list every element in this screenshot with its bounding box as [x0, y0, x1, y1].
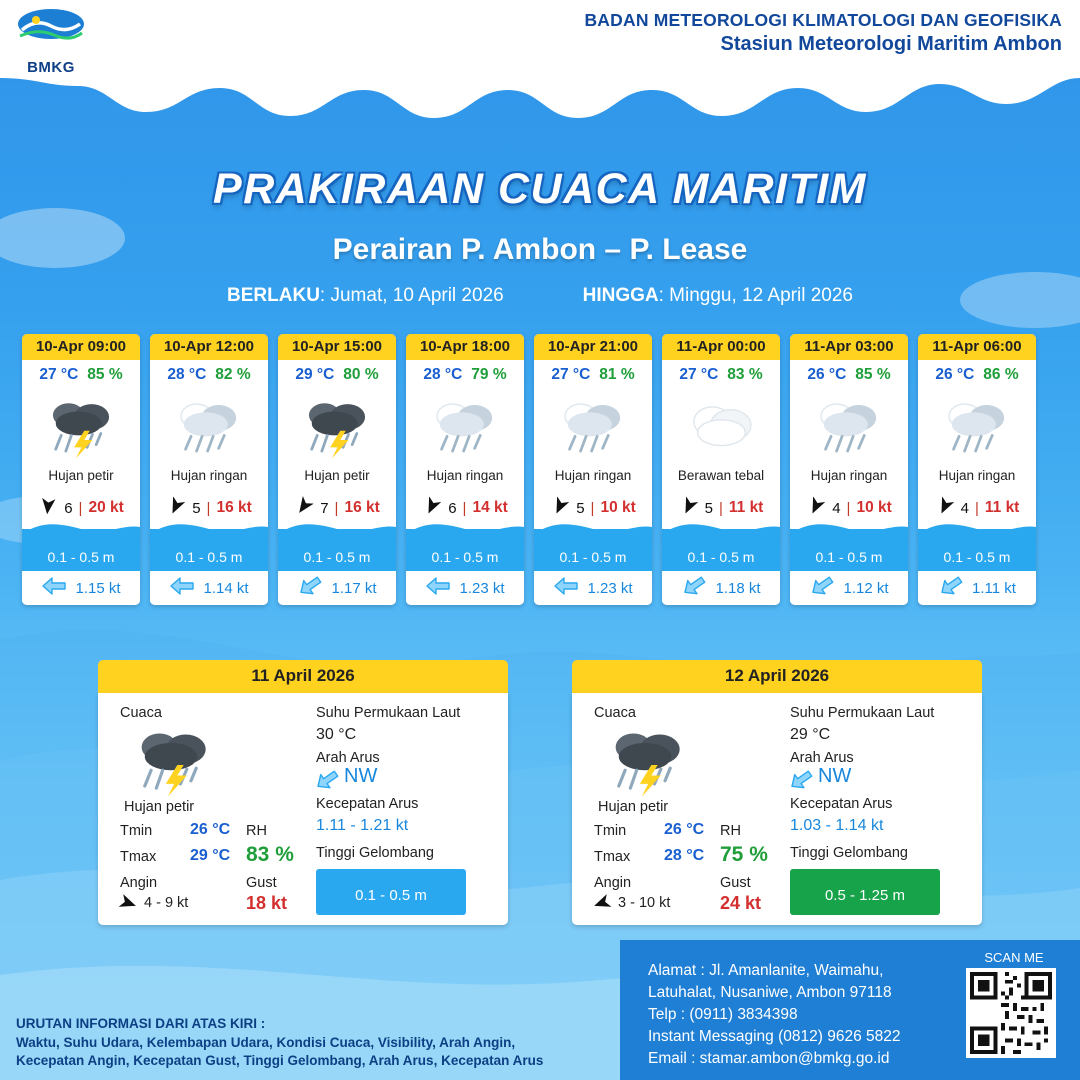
hourly-humidity: 80 % [343, 366, 379, 383]
current-direction-arrow-icon [425, 575, 451, 602]
hourly-current-speed: 1.15 kt [75, 579, 121, 597]
wind-direction-arrow-icon [166, 496, 186, 521]
hourly-card [278, 334, 396, 605]
header-bar [0, 0, 1080, 78]
header-titles [584, 10, 1062, 56]
messaging-line: Instant Messaging (0812) 9626 5822 [648, 1028, 901, 1045]
daily-gelombang-label: Tinggi Gelombang [316, 845, 434, 861]
hourly-current-speed: 1.18 kt [715, 579, 761, 597]
daily-rh-label: RH [246, 823, 267, 839]
hourly-time: 10-Apr 09:00 [22, 334, 140, 360]
hourly-temperature: 28 °C [423, 366, 463, 383]
hourly-wave [918, 529, 1036, 571]
hourly-wind-speed: 11 kt [984, 499, 1020, 516]
daily-sst-value: 29 °C [790, 726, 831, 743]
scan-me-block [966, 950, 1062, 1058]
hourly-current [662, 571, 780, 605]
current-direction-arrow-icon [681, 575, 707, 602]
legend-line-2: Waktu, Suhu Udara, Kelembapan Udara, Kondisi Cuaca, Visibility, Arah Angin, [16, 1035, 516, 1050]
separator: | [974, 499, 979, 517]
hourly-temp-rh [22, 360, 140, 386]
hourly-wind-speed: 16 kt [344, 499, 380, 516]
hourly-wind-speed: 16 kt [216, 499, 252, 516]
hourly-condition: Hujan ringan [426, 468, 504, 483]
hourly-condition: Hujan ringan [938, 468, 1016, 483]
daily-forecast-day-2 [572, 660, 982, 925]
daily-cuaca-label: Cuaca [120, 705, 162, 721]
hourly-card [918, 334, 1036, 605]
hourly-humidity: 86 % [983, 366, 1019, 383]
hourly-card [150, 334, 268, 605]
daily-sst-label: Suhu Permukaan Laut [790, 705, 935, 721]
separator: | [718, 499, 723, 517]
daily-rh-label: RH [720, 823, 741, 839]
hourly-current-speed: 1.17 kt [331, 579, 377, 597]
legend-line-3: Kecepatan Angin, Kecepatan Gust, Tinggi Gelombang, Arah Arus, Kecepatan Arus [16, 1053, 544, 1068]
hourly-wind-speed: 20 kt [88, 499, 124, 516]
hourly-current-speed: 1.14 kt [203, 579, 249, 597]
hourly-wind-speed: 11 kt [728, 499, 764, 516]
hourly-wind-dir: 6 [448, 499, 457, 517]
separator: | [590, 499, 595, 517]
hourly-time: 11-Apr 00:00 [662, 334, 780, 360]
hourly-temperature: 27 °C [679, 366, 719, 383]
hourly-wave [406, 529, 524, 571]
daily-gust-label: Gust [246, 875, 277, 891]
hourly-current [918, 571, 1036, 605]
light-rain-icon [790, 386, 908, 468]
thunderstorm-rain-icon [278, 386, 396, 468]
current-direction-arrow-icon [788, 769, 814, 796]
daily-angin-value: 3 - 10 kt [618, 895, 671, 911]
separator: | [846, 499, 851, 517]
hourly-wave-height: 0.1 - 0.5 m [815, 549, 883, 565]
daily-tmin-label: Tmin [594, 823, 627, 839]
valid-to-label: HINGGA [582, 285, 659, 306]
hourly-time: 10-Apr 12:00 [150, 334, 268, 360]
wind-direction-arrow-icon [935, 496, 955, 521]
wind-direction-arrow-icon [806, 496, 826, 521]
hourly-temperature: 27 °C [39, 366, 79, 383]
light-rain-icon [918, 386, 1036, 468]
hourly-wave-height: 0.1 - 0.5 m [559, 549, 627, 565]
address-line-2: Latuhalat, Nusaniwe, Ambon 97118 [648, 984, 892, 1001]
wind-direction-arrow-icon [118, 893, 138, 918]
hourly-current-speed: 1.23 kt [587, 579, 633, 597]
thunderstorm-rain-icon [602, 723, 692, 804]
footer-address [648, 960, 900, 1070]
hourly-time: 11-Apr 06:00 [918, 334, 1036, 360]
valid-to-value: Minggu, 12 April 2026 [669, 285, 853, 306]
scan-me-label: SCAN ME [984, 950, 1044, 965]
page-subtitle: Perairan P. Ambon – P. Lease [332, 233, 748, 266]
daily-arus-label: Arah Arus [316, 750, 380, 766]
daily-gelombang-value: 0.1 - 0.5 m [355, 887, 427, 904]
hourly-temp-rh [918, 360, 1036, 386]
daily-gelombang-box [790, 869, 940, 915]
hourly-card [406, 334, 524, 605]
wind-direction-arrow-icon [38, 496, 58, 521]
daily-tmax-value: 29 °C [190, 847, 231, 864]
hourly-wind-dir: 4 [832, 499, 841, 517]
hourly-temperature: 29 °C [295, 366, 335, 383]
hourly-wave [790, 529, 908, 571]
light-rain-icon [534, 386, 652, 468]
separator: | [206, 499, 211, 517]
daily-kecepatan-arus-label: Kecepatan Arus [790, 796, 893, 812]
current-direction-arrow-icon [297, 575, 323, 602]
hourly-wind-speed: 10 kt [600, 499, 636, 516]
light-rain-icon [406, 386, 524, 468]
hourly-wave-height: 0.1 - 0.5 m [943, 549, 1011, 565]
daily-rh-value: 75 % [720, 843, 768, 866]
hourly-wind-dir: 5 [192, 499, 201, 517]
hourly-wave [150, 529, 268, 571]
daily-forecast-day-1 [98, 660, 508, 925]
bmkg-logo [14, 6, 88, 74]
hourly-card [662, 334, 780, 605]
daily-tmin-value: 26 °C [664, 821, 705, 838]
hourly-humidity: 85 % [87, 366, 123, 383]
legend-note [16, 1015, 543, 1070]
light-rain-icon [150, 386, 268, 468]
email-line: Email : stamar.ambon@bmkg.go.id [648, 1050, 890, 1067]
daily-date-2: 12 April 2026 [572, 660, 982, 693]
valid-from-label: BERLAKU [227, 285, 320, 306]
daily-sst-value: 30 °C [316, 726, 357, 743]
hourly-wave-height: 0.1 - 0.5 m [47, 549, 115, 565]
hourly-wave [662, 529, 780, 571]
hourly-wave-height: 0.1 - 0.5 m [175, 549, 243, 565]
hourly-wind-speed: 14 kt [472, 499, 508, 516]
page-title: PRAKIRAAN CUACA MARITIM [213, 165, 867, 213]
hourly-current-speed: 1.23 kt [459, 579, 505, 597]
hourly-current-speed: 1.12 kt [843, 579, 889, 597]
cloudy-icon [662, 386, 780, 468]
daily-gust-label: Gust [720, 875, 751, 891]
hourly-temp-rh [790, 360, 908, 386]
address-line-1: Alamat : Jl. Amanlanite, Waimahu, [648, 962, 884, 979]
valid-from-value: Jumat, 10 April 2026 [330, 285, 504, 306]
validity-period: BERLAKU: Jumat, 10 April 2026 HINGGA: Minggu, 12 April 2026 [227, 285, 853, 306]
hourly-humidity: 82 % [215, 366, 251, 383]
separator: | [78, 499, 83, 517]
hourly-card [534, 334, 652, 605]
daily-arus-value: NW [344, 765, 378, 787]
hourly-humidity: 81 % [599, 366, 635, 383]
daily-angin-value: 4 - 9 kt [144, 895, 189, 911]
daily-rh-value: 83 % [246, 843, 294, 866]
current-direction-arrow-icon [553, 575, 579, 602]
wind-direction-arrow-icon [679, 496, 699, 521]
current-direction-arrow-icon [314, 769, 340, 796]
current-direction-arrow-icon [938, 575, 964, 602]
daily-tmax-label: Tmax [120, 849, 157, 865]
daily-tmax-value: 28 °C [664, 847, 705, 864]
hourly-wave [534, 529, 652, 571]
hourly-humidity: 83 % [727, 366, 763, 383]
hourly-current [150, 571, 268, 605]
daily-gust-value: 18 kt [246, 893, 288, 913]
daily-tmin-value: 26 °C [190, 821, 231, 838]
hourly-current [278, 571, 396, 605]
agency-name: BADAN METEOROLOGI KLIMATOLOGI DAN GEOFISIKA [584, 10, 1062, 30]
hourly-wind-dir: 7 [320, 499, 329, 517]
footer-contact [620, 940, 1080, 1080]
daily-angin-label: Angin [120, 875, 158, 891]
hourly-temp-rh [534, 360, 652, 386]
thunderstorm-rain-icon [128, 723, 218, 804]
hourly-time: 10-Apr 21:00 [534, 334, 652, 360]
hourly-temp-rh [278, 360, 396, 386]
hourly-wind-speed: 10 kt [856, 499, 892, 516]
wind-direction-arrow-icon [550, 496, 570, 521]
hourly-time: 10-Apr 15:00 [278, 334, 396, 360]
wind-direction-arrow-icon [294, 496, 314, 521]
hourly-condition: Hujan petir [304, 468, 370, 483]
hourly-wind-dir: 4 [960, 499, 969, 517]
daily-condition: Hujan petir [124, 799, 195, 815]
phone-line: Telp : (0911) 3834398 [648, 1006, 798, 1023]
thunderstorm-rain-icon [22, 386, 140, 468]
hourly-card [790, 334, 908, 605]
wind-direction-arrow-icon [592, 893, 612, 918]
current-direction-arrow-icon [169, 575, 195, 602]
daily-gelombang-box [316, 869, 466, 915]
hourly-card [22, 334, 140, 605]
hourly-condition: Hujan ringan [170, 468, 248, 483]
daily-angin-label: Angin [594, 875, 632, 891]
daily-kecepatan-arus-value: 1.03 - 1.14 kt [790, 817, 884, 834]
daily-tmax-label: Tmax [594, 849, 631, 865]
qr-code[interactable] [966, 968, 1056, 1058]
hourly-humidity: 79 % [471, 366, 507, 383]
current-direction-arrow-icon [809, 575, 835, 602]
hourly-wave [22, 529, 140, 571]
daily-tmin-label: Tmin [120, 823, 153, 839]
hourly-wave [278, 529, 396, 571]
hourly-condition: Berawan tebal [677, 468, 765, 483]
hourly-wave-height: 0.1 - 0.5 m [687, 549, 755, 565]
daily-arus-label: Arah Arus [790, 750, 854, 766]
daily-date-1: 11 April 2026 [98, 660, 508, 693]
hourly-temperature: 26 °C [935, 366, 975, 383]
hourly-wind-dir: 5 [576, 499, 585, 517]
hourly-forecast-list [22, 334, 1058, 605]
hourly-temperature: 27 °C [551, 366, 591, 383]
separator: | [462, 499, 467, 517]
hourly-current-speed: 1.11 kt [972, 579, 1016, 597]
station-name: Stasiun Meteorologi Maritim Ambon [720, 33, 1062, 55]
hourly-current [406, 571, 524, 605]
hourly-time: 11-Apr 03:00 [790, 334, 908, 360]
daily-condition: Hujan petir [598, 799, 669, 815]
hourly-temp-rh [662, 360, 780, 386]
hourly-wave-height: 0.1 - 0.5 m [431, 549, 499, 565]
daily-sst-label: Suhu Permukaan Laut [316, 705, 461, 721]
hourly-humidity: 85 % [855, 366, 891, 383]
hourly-wind-dir: 5 [704, 499, 713, 517]
hourly-temp-rh [150, 360, 268, 386]
hourly-wave-height: 0.1 - 0.5 m [303, 549, 371, 565]
daily-gust-value: 24 kt [720, 893, 762, 913]
separator: | [334, 499, 339, 517]
hourly-condition: Hujan petir [48, 468, 114, 483]
hourly-temperature: 28 °C [167, 366, 207, 383]
current-direction-arrow-icon [41, 575, 67, 602]
hourly-wind-dir: 6 [64, 499, 73, 517]
daily-cuaca-label: Cuaca [594, 705, 636, 721]
daily-gelombang-label: Tinggi Gelombang [790, 845, 908, 861]
hourly-temp-rh [406, 360, 524, 386]
legend-line-1: URUTAN INFORMASI DARI ATAS KIRI : [16, 1016, 266, 1031]
daily-kecepatan-arus-label: Kecepatan Arus [316, 796, 419, 812]
bmkg-logo-label: BMKG [27, 59, 75, 76]
hourly-condition: Hujan ringan [554, 468, 632, 483]
hourly-condition: Hujan ringan [810, 468, 888, 483]
hourly-time: 10-Apr 18:00 [406, 334, 524, 360]
wind-direction-arrow-icon [422, 496, 442, 521]
hourly-current [22, 571, 140, 605]
hourly-current [790, 571, 908, 605]
daily-kecepatan-arus-value: 1.11 - 1.21 kt [316, 817, 409, 834]
daily-arus-value: NW [818, 765, 852, 787]
daily-gelombang-value: 0.5 - 1.25 m [824, 887, 906, 904]
hourly-temperature: 26 °C [807, 366, 847, 383]
hourly-current [534, 571, 652, 605]
